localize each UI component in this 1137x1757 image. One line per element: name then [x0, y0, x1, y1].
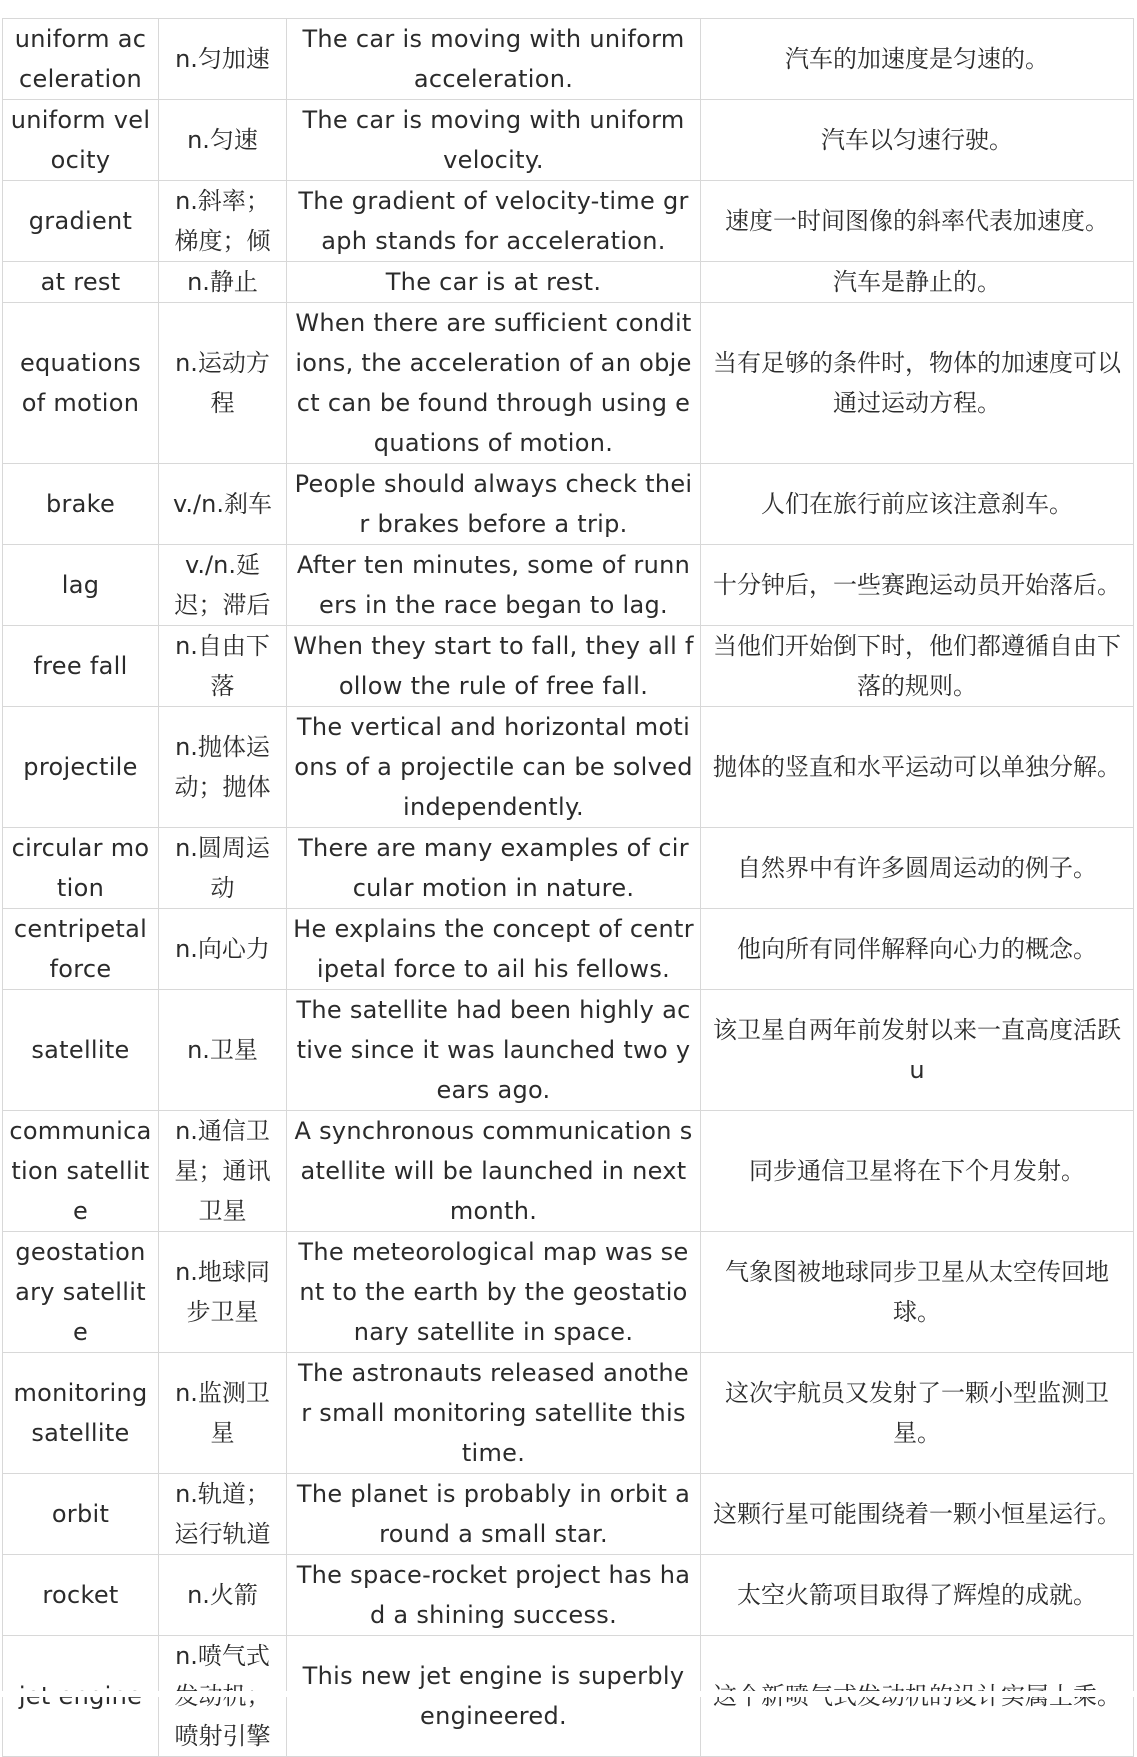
part-of-speech-cell: v./n.刹车	[159, 464, 287, 545]
example-sentence-cell: The meteorological map was sent to the earth by the geostationary satellite in space.	[287, 1232, 701, 1353]
term-cell: equations of motion	[3, 303, 159, 464]
part-of-speech-cell: n.向心力	[159, 909, 287, 990]
table-row	[3, 909, 1134, 990]
part-of-speech-cell: n.静止	[159, 262, 287, 303]
term-cell: lag	[3, 545, 159, 626]
table-row	[3, 828, 1134, 909]
term-cell: free fall	[3, 626, 159, 707]
example-sentence-cell: The car is moving with uniform acceleration.	[287, 19, 701, 100]
table-row	[3, 464, 1134, 545]
vocabulary-table-body	[3, 19, 1134, 1757]
term-cell: uniform velocity	[3, 100, 159, 181]
table-row	[3, 626, 1134, 707]
part-of-speech-cell: v./n.延迟；滞后	[159, 545, 287, 626]
term-cell: rocket	[3, 1555, 159, 1636]
table-row	[3, 1555, 1134, 1636]
part-of-speech-cell: n.匀速	[159, 100, 287, 181]
translation-cell: 抛体的竖直和水平运动可以单独分解。	[701, 707, 1134, 828]
example-sentence-cell: The satellite had been highly active since it was launched two years ago.	[287, 990, 701, 1111]
term-cell: centripetal force	[3, 909, 159, 990]
table-row	[3, 990, 1134, 1111]
translation-cell: 太空火箭项目取得了辉煌的成就。	[701, 1555, 1134, 1636]
example-sentence-cell: The vertical and horizontal motions of a projectile can be solved independently.	[287, 707, 701, 828]
translation-cell: 当有足够的条件时，物体的加速度可以通过运动方程。	[701, 303, 1134, 464]
example-sentence-cell: People should always check their brakes before a trip.	[287, 464, 701, 545]
table-row	[3, 262, 1134, 303]
example-sentence-cell: The astronauts released another small monitoring satellite this time.	[287, 1353, 701, 1474]
example-sentence-cell: The car is moving with uniform velocity.	[287, 100, 701, 181]
translation-cell: 汽车以匀速行驶。	[701, 100, 1134, 181]
term-cell: at rest	[3, 262, 159, 303]
part-of-speech-cell: n.火箭	[159, 1555, 287, 1636]
part-of-speech-cell: n.斜率；梯度；倾	[159, 181, 287, 262]
part-of-speech-cell: n.卫星	[159, 990, 287, 1111]
translation-cell: 当他们开始倒下时，他们都遵循自由下落的规则。	[701, 626, 1134, 707]
translation-cell: 汽车是静止的。	[701, 262, 1134, 303]
term-cell: gradient	[3, 181, 159, 262]
table-row	[3, 1232, 1134, 1353]
part-of-speech-cell: n.监测卫星	[159, 1353, 287, 1474]
table-row	[3, 545, 1134, 626]
translation-cell: 该卫星自两年前发射以来一直高度活跃u	[701, 990, 1134, 1111]
translation-cell: 自然界中有许多圆周运动的例子。	[701, 828, 1134, 909]
part-of-speech-cell: n.匀加速	[159, 19, 287, 100]
table-row	[3, 19, 1134, 100]
term-cell: brake	[3, 464, 159, 545]
translation-cell: 十分钟后，一些赛跑运动员开始落后。	[701, 545, 1134, 626]
part-of-speech-cell: n.喷气式 喷射引擎	[159, 1636, 287, 1757]
translation-cell: 速度一时间图像的斜率代表加速度。	[701, 181, 1134, 262]
vocabulary-table	[2, 18, 1134, 1757]
example-sentence-cell: He explains the concept of centripetal force to ail his fellows.	[287, 909, 701, 990]
part-of-speech-cell: n.地球同步卫星	[159, 1232, 287, 1353]
page-bottom-edge	[0, 1691, 1137, 1697]
translation-cell: 他向所有同伴解释向心力的概念。	[701, 909, 1134, 990]
translation-cell: 人们在旅行前应该注意刹车。	[701, 464, 1134, 545]
table-row	[3, 303, 1134, 464]
table-row	[3, 100, 1134, 181]
translation-cell: 这次宇航员又发射了一颗小型监测卫星。	[701, 1353, 1134, 1474]
example-sentence-cell: This new jet engine is superbly engineered.	[287, 1636, 701, 1757]
example-sentence-cell: A synchronous communication satellite will be launched in next month.	[287, 1111, 701, 1232]
example-sentence-cell: The car is at rest.	[287, 262, 701, 303]
term-cell: geostationary satellite	[3, 1232, 159, 1353]
term-cell: uniform acceleration	[3, 19, 159, 100]
table-row	[3, 181, 1134, 262]
term-cell: orbit	[3, 1474, 159, 1555]
term-cell: circular motion	[3, 828, 159, 909]
example-sentence-cell: When they start to fall, they all follow the rule of free fall.	[287, 626, 701, 707]
part-of-speech-cell: n.轨道；运行轨道	[159, 1474, 287, 1555]
example-sentence-cell: The gradient of velocity-time graph stands for acceleration.	[287, 181, 701, 262]
part-of-speech-cell: n.运动方程	[159, 303, 287, 464]
example-sentence-cell: The planet is probably in orbit around a small star.	[287, 1474, 701, 1555]
translation-cell: 这颗行星可能围绕着一颗小恒星运行。	[701, 1474, 1134, 1555]
translation-cell: 气象图被地球同步卫星从太空传回地球。	[701, 1232, 1134, 1353]
term-cell: satellite	[3, 990, 159, 1111]
term-cell: projectile	[3, 707, 159, 828]
table-row	[3, 1474, 1134, 1555]
part-of-speech-cell: n.通信卫星；通讯卫星	[159, 1111, 287, 1232]
table-row	[3, 707, 1134, 828]
example-sentence-cell: After ten minutes, some of runners in the race began to lag.	[287, 545, 701, 626]
example-sentence-cell: There are many examples of circular motion in nature.	[287, 828, 701, 909]
table-row	[3, 1353, 1134, 1474]
translation-cell: 同步通信卫星将在下个月发射。	[701, 1111, 1134, 1232]
part-of-speech-cell: n.自由下落	[159, 626, 287, 707]
term-cell: monitoring satellite	[3, 1353, 159, 1474]
example-sentence-cell: When there are sufficient conditions, the acceleration of an object can be found through using equations of motion.	[287, 303, 701, 464]
part-of-speech-cell: n.圆周运动	[159, 828, 287, 909]
term-cell: communication satellite	[3, 1111, 159, 1232]
translation-cell: 汽车的加速度是匀速的。	[701, 19, 1134, 100]
table-row	[3, 1111, 1134, 1232]
example-sentence-cell: The space-rocket project has had a shining success.	[287, 1555, 701, 1636]
part-of-speech-cell: n.抛体运动；抛体	[159, 707, 287, 828]
